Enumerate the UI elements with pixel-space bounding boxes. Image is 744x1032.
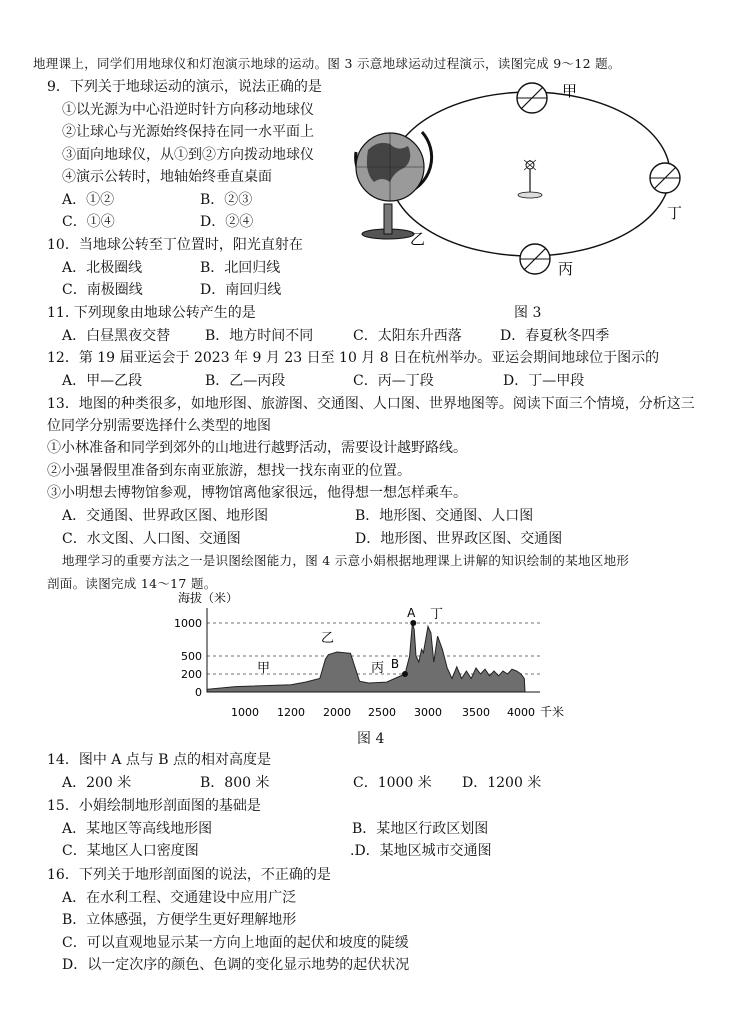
q10-option-c[interactable]: C．南极圈线 bbox=[62, 282, 143, 298]
terrain-profile-area bbox=[207, 623, 525, 692]
globe-ding-icon bbox=[650, 163, 680, 193]
q9-option-c[interactable]: C．①④ bbox=[62, 214, 115, 230]
point-b bbox=[402, 671, 408, 677]
q10-stem: 10．当地球公转至丁位置时，阳光直射在 bbox=[47, 237, 303, 253]
q9-statement-1: ①以光源为中心沿逆时针方向移动地球仪 bbox=[62, 102, 314, 118]
q16-option-d[interactable]: D．以一定次序的颜色、色调的变化显示地势的起伏状况 bbox=[62, 957, 410, 973]
q9-option-d[interactable]: D．②④ bbox=[200, 214, 254, 230]
q15-option-b[interactable]: B．某地区行政区划图 bbox=[352, 821, 489, 837]
fig4-label-jia: 甲 bbox=[257, 661, 271, 676]
q9-statement-3: ③面向地球仪，从①到②方向拨动地球仪 bbox=[62, 147, 314, 163]
q12-option-c[interactable]: C．丙—丁段 bbox=[353, 373, 434, 389]
q11-option-b[interactable]: B．地方时间不同 bbox=[205, 328, 314, 344]
q14-option-b[interactable]: B．800 米 bbox=[200, 775, 270, 791]
q13-scenario-2: ②小强暑假里准备到东南亚旅游，想找一找东南亚的位置。 bbox=[47, 463, 411, 479]
intro-text-2-line-2: 剖面。读图完成 14～17 题。 bbox=[47, 576, 217, 591]
intro-text-2-line-1: 地理学习的重要方法之一是识图绘图能力，图 4 示意小娟根据地理课上讲解的知识绘制的某地区地形 bbox=[62, 553, 630, 568]
q15-option-c[interactable]: C．某地区人口密度图 bbox=[62, 843, 199, 859]
figure-3-orbit-diagram bbox=[340, 72, 700, 302]
x-tick-label: 1200 bbox=[277, 706, 305, 719]
y-tick-label: 500 bbox=[181, 650, 202, 663]
fig4-y-axis-label: 海拔（米） bbox=[178, 591, 239, 605]
desk-globe-yi-icon bbox=[356, 132, 432, 239]
q13-option-d[interactable]: D．地形图、世界政区图、交通图 bbox=[355, 531, 563, 547]
q11-option-c[interactable]: C．太阳东升西落 bbox=[353, 328, 462, 344]
fig3-label-ding: 丁 bbox=[667, 204, 683, 222]
fig4-label-bing: 丙 bbox=[371, 661, 385, 676]
point-label-b: B bbox=[390, 657, 400, 671]
figure-4-terrain-profile bbox=[160, 588, 600, 728]
q16-option-a[interactable]: A．在水利工程、交通建设中应用广泛 bbox=[62, 890, 297, 906]
x-tick-label: 1000 bbox=[231, 706, 259, 719]
q14-option-d[interactable]: D．1200 米 bbox=[462, 775, 542, 791]
q16-stem: 16．下列关于地形剖面图的说法，不正确的是 bbox=[47, 867, 331, 883]
globe-jia-icon bbox=[517, 83, 547, 113]
q14-option-c[interactable]: C．1000 米 bbox=[353, 775, 432, 791]
fig4-label-ding: 丁 bbox=[430, 607, 444, 622]
q15-stem: 15．小娟绘制地形剖面图的基础是 bbox=[47, 798, 261, 814]
q15-option-a[interactable]: A．某地区等高线地形图 bbox=[62, 821, 213, 837]
q13-option-b[interactable]: B．地形图、交通图、人口图 bbox=[355, 508, 534, 524]
q11-stem: 11. 下列现象由地球公转产生的是 bbox=[47, 305, 256, 321]
q9-stem: 9．下列关于地球运动的演示，说法正确的是 bbox=[47, 79, 322, 95]
figure-4-caption: 图 4 bbox=[357, 731, 385, 747]
fig3-label-yi: 乙 bbox=[410, 230, 426, 248]
q12-option-a[interactable]: A．甲—乙段 bbox=[62, 373, 143, 389]
y-tick-label: 0 bbox=[195, 686, 202, 699]
q9-statement-2: ②让球心与光源始终保持在同一水平面上 bbox=[62, 124, 314, 140]
x-tick-label: 3500 bbox=[462, 706, 490, 719]
y-tick-label: 200 bbox=[181, 668, 202, 681]
q13-stem-line-2: 位同学分别需要选择什么类型的地图 bbox=[47, 418, 271, 434]
q9-statement-4: ④演示公转时，地轴始终垂直桌面 bbox=[62, 169, 272, 185]
q13-scenario-3: ③小明想去博物馆参观，博物馆离他家很远，他得想一想怎样乘车。 bbox=[47, 485, 467, 501]
fig3-label-jia: 甲 bbox=[562, 82, 578, 100]
x-tick-label: 2000 bbox=[323, 706, 351, 719]
point-a bbox=[410, 620, 416, 626]
q15-option-d[interactable]: .D．某地区城市交通图 bbox=[350, 843, 492, 859]
q10-option-b[interactable]: B．北回归线 bbox=[200, 260, 281, 276]
globe-bing-icon bbox=[520, 244, 550, 274]
q13-scenario-1: ①小林准备和同学到郊外的山地进行越野活动，需要设计越野路线。 bbox=[47, 440, 467, 456]
point-label-a: A bbox=[407, 606, 416, 620]
q11-option-d[interactable]: D．春夏秋冬四季 bbox=[500, 328, 610, 344]
q16-option-b[interactable]: B．立体感强，方便学生更好理解地形 bbox=[62, 912, 297, 928]
q14-option-a[interactable]: A．200 米 bbox=[62, 775, 132, 791]
intro-text-1: 地理课上，同学们用地球仪和灯泡演示地球的运动。图 3 示意地球运动过程演示，读图完成 9～12 题。 bbox=[33, 56, 621, 71]
q13-option-a[interactable]: A．交通图、世界政区图、地形图 bbox=[62, 508, 269, 524]
fig3-label-bing: 丙 bbox=[558, 260, 574, 278]
x-tick-label: 3000 bbox=[414, 706, 442, 719]
q13-stem-line-1: 13．地图的种类很多，如地形图、旅游图、交通图、人口图、世界地图等。阅读下面三个情境，分析这三 bbox=[47, 396, 695, 412]
x-tick-label: 4000 bbox=[507, 706, 535, 719]
q13-option-c[interactable]: C．水文图、人口图、交通图 bbox=[62, 531, 241, 547]
x-tick-label: 2500 bbox=[368, 706, 396, 719]
q11-option-a[interactable]: A．白昼黑夜交替 bbox=[62, 328, 171, 344]
q10-option-a[interactable]: A．北极圈线 bbox=[62, 260, 143, 276]
q12-option-b[interactable]: B．乙—丙段 bbox=[205, 373, 286, 389]
q12-stem: 12．第 19 届亚运会于 2023 年 9 月 23 日至 10 月 8 日在杭州举办。亚运会期间地球位于图示的 bbox=[47, 350, 660, 366]
q12-option-d[interactable]: D．丁—甲段 bbox=[503, 373, 585, 389]
q14-stem: 14．图中 A 点与 B 点的相对高度是 bbox=[47, 752, 272, 768]
y-tick-label: 1000 bbox=[174, 617, 202, 630]
fig4-x-axis-unit: 千米 bbox=[540, 705, 565, 719]
q9-option-a[interactable]: A．①② bbox=[62, 192, 115, 208]
q9-option-b[interactable]: B．②③ bbox=[200, 192, 253, 208]
figure-3-caption: 图 3 bbox=[514, 305, 542, 321]
lamp-icon bbox=[518, 160, 542, 198]
q16-option-c[interactable]: C．可以直观地显示某一方向上地面的起伏和坡度的陡缓 bbox=[62, 935, 409, 951]
q10-option-d[interactable]: D．南回归线 bbox=[200, 282, 282, 298]
fig4-label-yi: 乙 bbox=[321, 631, 335, 646]
